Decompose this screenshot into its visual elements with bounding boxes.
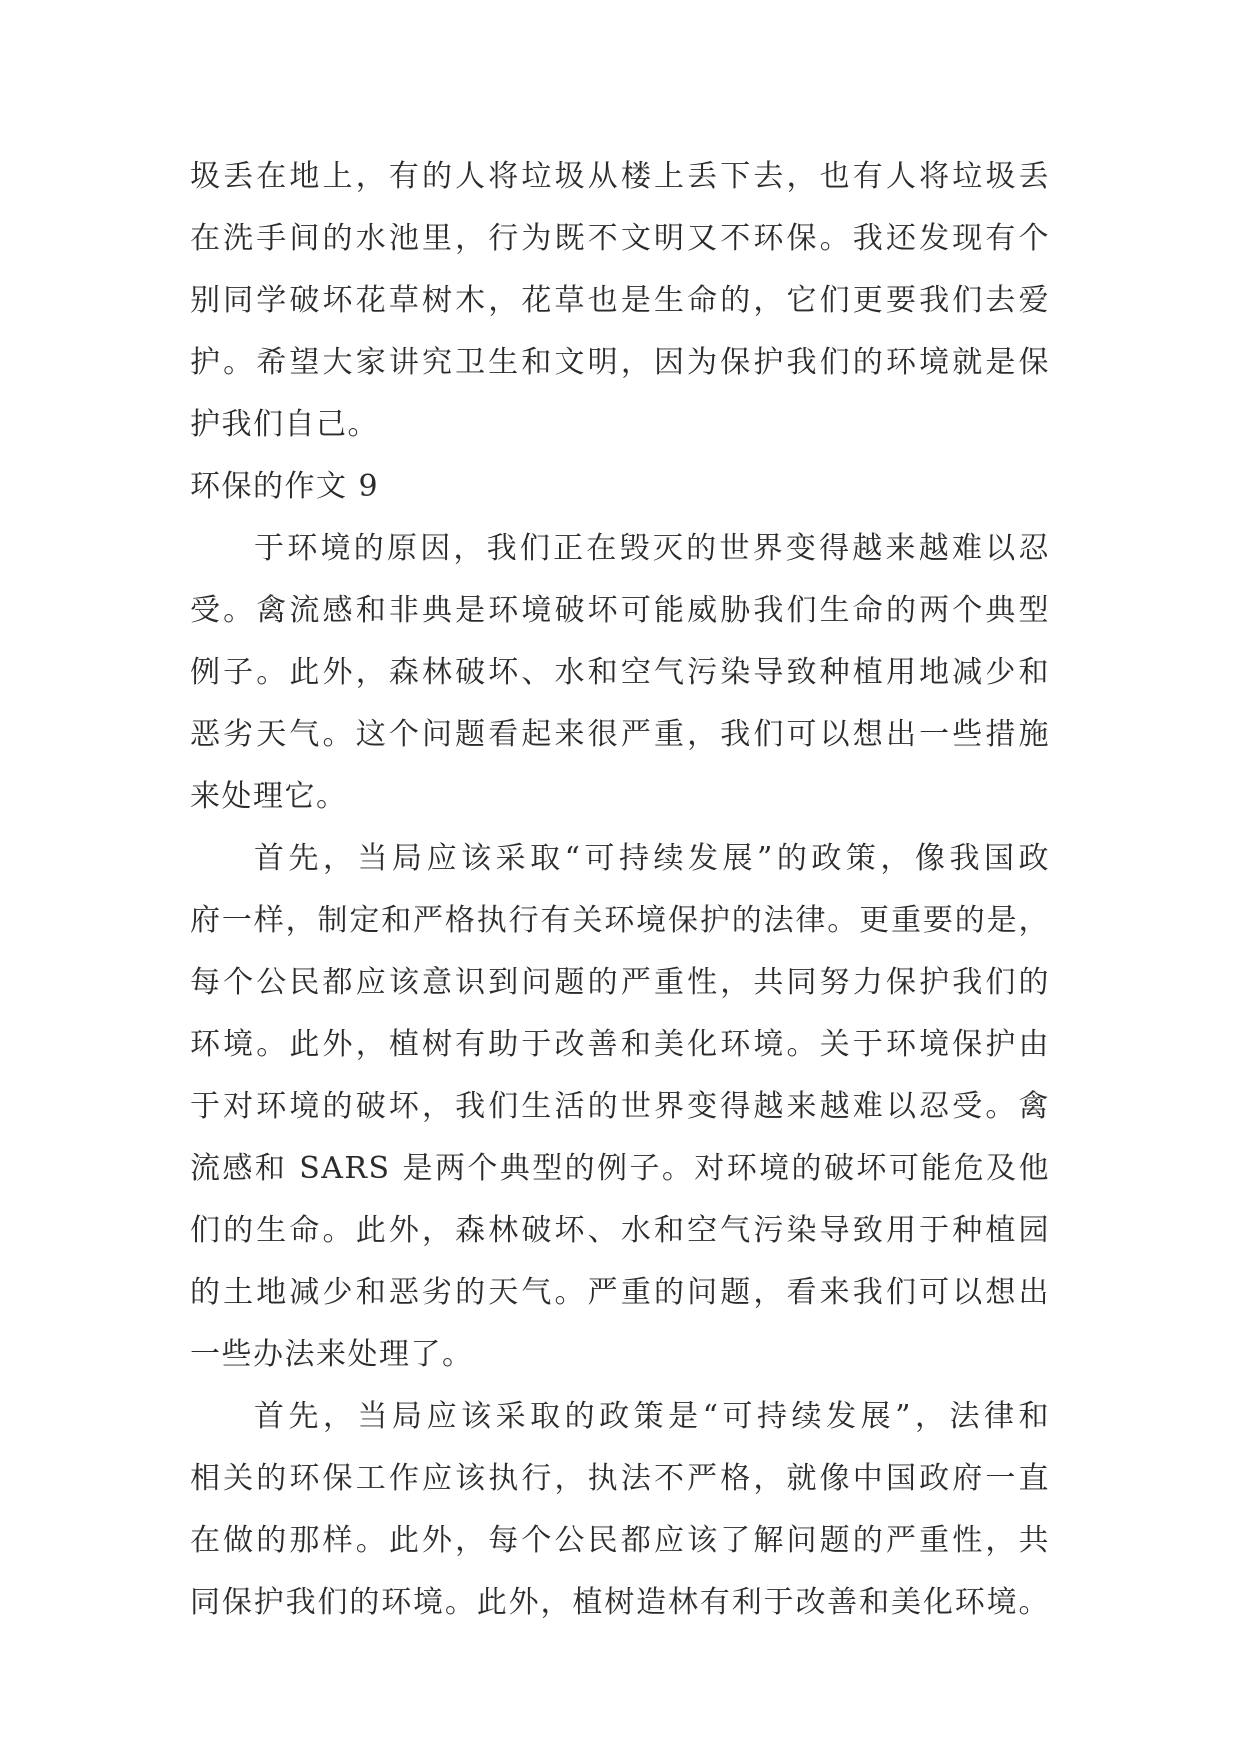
text-line: 护。希望大家讲究卫生和文明，因为保护我们的环境就是保 xyxy=(190,345,1050,380)
text-line: 的土地减少和恶劣的天气。严重的问题，看来我们可以想出 xyxy=(190,1275,1050,1310)
text-line: 圾丢在地上，有的人将垃圾从楼上丢下去，也有人将垃圾丢 xyxy=(190,159,1050,194)
text-line: 首先，当局应该采取的政策是“可持续发展”，法律和 xyxy=(254,1399,1050,1434)
text-line: 同保护我们的环境。此外，植树造林有利于改善和美化环境。 xyxy=(190,1585,1050,1620)
intro-paragraph xyxy=(190,146,1050,456)
text-line: 每个公民都应该意识到问题的严重性，共同努力保护我们的 xyxy=(190,965,1050,1000)
text-line: 恶劣天气。这个问题看起来很严重，我们可以想出一些措施 xyxy=(190,717,1050,752)
text-line: 流感和 SARS 是两个典型的例子。对环境的破坏可能危及他 xyxy=(190,1151,1050,1186)
text-line: 首先，当局应该采取“可持续发展”的政策，像我国政 xyxy=(254,841,1050,876)
text-line: 受。禽流感和非典是环境破坏可能威胁我们生命的两个典型 xyxy=(190,593,1050,628)
paragraph-3 xyxy=(190,1386,1050,1634)
text-line: 护我们自己。 xyxy=(190,407,379,442)
document-body xyxy=(190,146,1050,1634)
text-line: 于环境的原因，我们正在毁灭的世界变得越来越难以忍 xyxy=(254,531,1050,566)
text-line: 在做的那样。此外，每个公民都应该了解问题的严重性，共 xyxy=(190,1523,1050,1558)
text-line: 例子。此外，森林破坏、水和空气污染导致种植用地减少和 xyxy=(190,655,1050,690)
text-line: 相关的环保工作应该执行，执法不严格，就像中国政府一直 xyxy=(190,1461,1050,1496)
text-line: 在洗手间的水池里，行为既不文明又不环保。我还发现有个 xyxy=(190,221,1050,256)
text-line: 府一样，制定和严格执行有关环境保护的法律。更重要的是， xyxy=(190,903,1050,938)
text-line: 于对环境的破坏，我们生活的世界变得越来越难以忍受。禽 xyxy=(190,1089,1050,1124)
text-line: 们的生命。此外，森林破坏、水和空气污染导致用于种植园 xyxy=(190,1213,1050,1248)
section-title: 环保的作文 9 xyxy=(190,469,380,504)
text-line: 环境。此外，植树有助于改善和美化环境。关于环境保护由 xyxy=(190,1027,1050,1062)
text-line: 来处理它。 xyxy=(190,779,348,814)
text-line: 别同学破坏花草树木，花草也是生命的，它们更要我们去爱 xyxy=(190,283,1050,318)
paragraph-2 xyxy=(190,828,1050,1386)
text-line: 一些办法来处理了。 xyxy=(190,1337,474,1372)
paragraph-1 xyxy=(190,518,1050,828)
